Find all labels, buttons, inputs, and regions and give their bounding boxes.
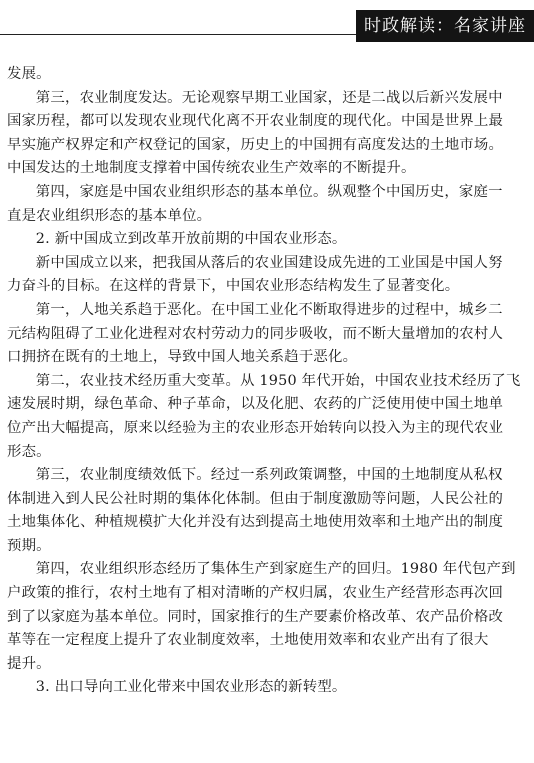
text-line: 第一，人地关系趋于恶化。在中国工业化不断取得进步的过程中，城乡二 bbox=[35, 301, 503, 318]
article-body bbox=[7, 63, 523, 700]
paragraph bbox=[7, 63, 523, 87]
text-line: 位产出大幅提高，原来以经验为主的农业形态开始转向以投入为主的现代农业 bbox=[7, 419, 504, 436]
text-line: 土地集体化、种植规模扩大化并没有达到提高土地使用效率和土地产出的制度 bbox=[7, 514, 504, 531]
text-line: 2. 新中国成立到改革开放前期的中国农业形态。 bbox=[35, 231, 347, 248]
text-line: 第四，家庭是中国农业组织形态的基本单位。纵观整个中国历史，家庭一 bbox=[35, 183, 503, 200]
page-header bbox=[0, 0, 534, 42]
text-line: 国家历程，都可以发现农业现代化离不开农业制度的现代化。中国是世界上最 bbox=[7, 113, 504, 130]
paragraph bbox=[7, 676, 523, 700]
paragraph bbox=[7, 464, 523, 558]
paragraph bbox=[7, 228, 523, 252]
text-line: 元结构阻碍了工业化进程对农村劳动力的同步吸收，而不断大量增加的农村人 bbox=[7, 325, 504, 342]
text-line: 第三，农业制度绩效低下。经过一系列政策调整，中国的土地制度从私权 bbox=[35, 467, 503, 484]
text-line: 口拥挤在既有的土地上，导致中国人地关系趋于恶化。 bbox=[7, 349, 358, 366]
text-line: 形态。 bbox=[7, 443, 51, 460]
text-line: 到了以家庭为基本单位。同时，国家推行的生产要素价格改革、农产品价格改 bbox=[7, 608, 504, 625]
paragraph bbox=[7, 181, 523, 228]
paragraph bbox=[7, 299, 523, 370]
header-rule bbox=[0, 34, 356, 35]
paragraph bbox=[7, 87, 523, 181]
text-line: 早实施产权界定和产权登记的国家，历史上的中国拥有高度发达的土地市场。 bbox=[7, 136, 504, 153]
text-line: 户政策的推行，农村土地有了相对清晰的产权归属，农业生产经营形态再次回 bbox=[7, 585, 504, 602]
text-line: 力奋斗的目标。在这样的背景下，中国农业形态结构发生了显著变化。 bbox=[7, 278, 460, 295]
text-line: 预期。 bbox=[7, 537, 51, 554]
text-line: 发展。 bbox=[7, 66, 51, 82]
text-line: 第三，农业制度发达。无论观察早期工业国家，还是二战以后新兴发展中 bbox=[35, 89, 503, 106]
text-line: 3. 出口导向工业化带来中国农业形态的新转型。 bbox=[35, 679, 347, 696]
text-line: 第二，农业技术经历重大变革。从 1950 年代开始，中国农业技术经历了飞 bbox=[35, 372, 521, 389]
paragraph bbox=[7, 370, 523, 464]
text-line: 速发展时期，绿色革命、种子革命，以及化肥、农药的广泛使用使中国土地单 bbox=[7, 396, 504, 413]
text-line: 中国发达的土地制度支撑着中国传统农业生产效率的不断提升。 bbox=[7, 160, 416, 177]
text-line: 体制进入到人民公社时期的集体化体制。但由于制度激励等问题，人民公社的 bbox=[7, 490, 504, 507]
text-line: 革等在一定程度上提升了农业制度效率，土地使用效率和农业产出有了很大 bbox=[7, 632, 489, 649]
paragraph bbox=[7, 558, 523, 676]
text-line: 提升。 bbox=[7, 655, 51, 672]
text-line: 直是农业组织形态的基本单位。 bbox=[7, 207, 212, 224]
text-line: 第四，农业组织形态经历了集体生产到家庭生产的回归。1980 年代包产到 bbox=[35, 561, 516, 578]
section-title: 时政解读：名家讲座 bbox=[356, 10, 534, 42]
paragraph bbox=[7, 252, 523, 299]
text-line: 新中国成立以来，把我国从落后的农业国建设成先进的工业国是中国人努 bbox=[35, 254, 503, 271]
